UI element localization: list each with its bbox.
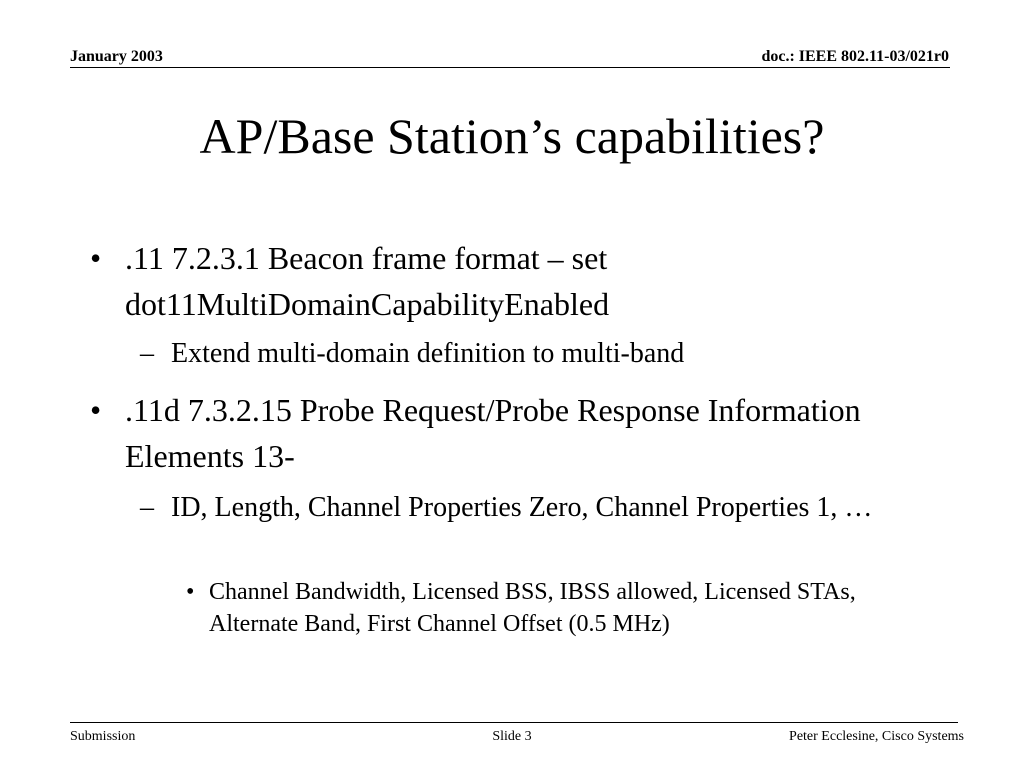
header-date: January 2003 xyxy=(70,48,163,65)
dash-marker: – xyxy=(140,338,154,369)
bullet-marker: • xyxy=(186,579,195,605)
sub-sub-bullet-text: Channel Bandwidth, Licensed BSS, IBSS allowed, Licensed STAs, Alternate Band, First Channel Offset (0.5 MHz) xyxy=(209,579,856,637)
dash-marker: – xyxy=(140,492,154,523)
bullet-text: .11d 7.3.2.15 Probe Request/Probe Response Information Elements 13- xyxy=(125,392,861,474)
bullet-item xyxy=(90,387,905,479)
sub-bullet-text: Extend multi-domain definition to multi-band xyxy=(171,338,685,369)
footer-author: Peter Ecclesine, Cisco Systems xyxy=(789,729,964,744)
footer-submission: Submission xyxy=(70,729,136,744)
bullet-item xyxy=(90,235,905,327)
header-doc-id: doc.: IEEE 802.11-03/021r0 xyxy=(761,48,949,65)
sub-bullet-item xyxy=(140,487,931,529)
footer-slide-number: Slide 3 xyxy=(492,729,532,744)
slide-title: AP/Base Station’s capabilities? xyxy=(199,108,825,164)
footer-divider xyxy=(70,722,958,723)
sub-sub-bullet-item xyxy=(186,576,949,640)
bullet-marker: • xyxy=(90,392,102,428)
bullet-marker: • xyxy=(90,240,102,276)
sub-bullet-item xyxy=(140,333,931,375)
sub-bullet-text: ID, Length, Channel Properties Zero, Channel Properties 1, … xyxy=(171,492,873,523)
bullet-text: .11 7.2.3.1 Beacon frame format – set dot11MultiDomainCapabilityEnabled xyxy=(125,240,610,322)
